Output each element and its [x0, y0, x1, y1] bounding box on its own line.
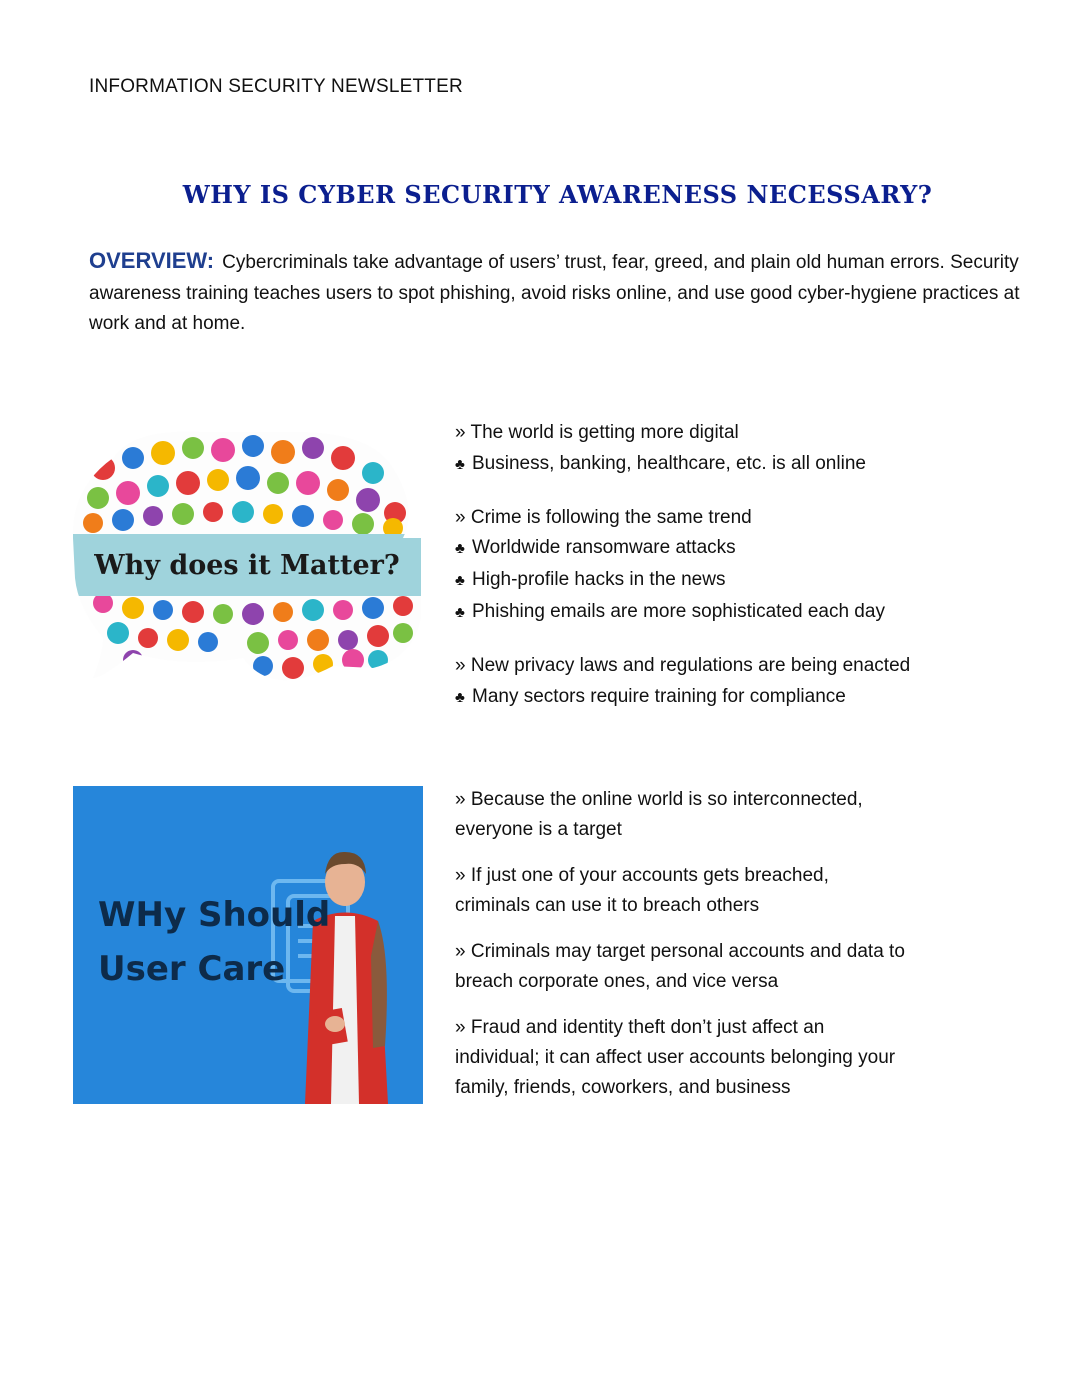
matter-banner-text: Why does it Matter? — [94, 550, 400, 581]
care-text-line2: User Care — [98, 949, 286, 989]
club-icon: ♣ — [455, 455, 465, 473]
list-item: ♣ Business, banking, healthcare, etc. is all online — [455, 449, 925, 481]
why-user-care-list — [455, 785, 925, 1119]
list-group — [455, 418, 925, 481]
why-does-it-matter-image — [73, 428, 421, 702]
list-lead: » The world is getting more digital — [455, 422, 739, 443]
list-item: ♣ Worldwide ransomware attacks — [455, 533, 925, 565]
list-item: » Because the online world is so interconnected, everyone is a target — [455, 789, 863, 840]
list-item: ♣ Many sectors require training for compliance — [455, 682, 925, 714]
why-should-user-care-image — [73, 786, 423, 1104]
club-icon: ♣ — [455, 688, 465, 706]
list-lead: » Crime is following the same trend — [455, 506, 752, 528]
list-item: » Criminals may target personal accounts and data to breach corporate ones, and vice versa — [455, 941, 905, 992]
list-item: » Fraud and identity theft don’t just affect an individual; it can affect user accounts belonging your family, friends, coworkers, and business — [455, 1017, 896, 1098]
newsletter-header: INFORMATION SECURITY NEWSLETTER — [89, 76, 463, 97]
overview-text: Cybercriminals take advantage of users’ trust, fear, greed, and plain old human errors. Security awareness training teaches users to spot phishing, avoid risks online, and use good cyber-hygiene practices at work and at home. — [89, 252, 1020, 334]
club-icon: ♣ — [455, 572, 465, 590]
list-item: ♣ Phishing emails are more sophisticated each day — [455, 597, 925, 629]
club-icon: ♣ — [455, 540, 465, 558]
why-it-matters-list — [455, 418, 925, 735]
care-text-line1: WHy Should — [98, 895, 331, 935]
overview-label: OVERVIEW: — [89, 248, 215, 273]
overview-paragraph — [89, 246, 1034, 340]
club-icon: ♣ — [455, 603, 465, 621]
list-group — [455, 503, 925, 629]
list-group — [455, 651, 925, 714]
list-item: ♣ High-profile hacks in the news — [455, 565, 925, 597]
list-lead: » New privacy laws and regulations are being enacted — [455, 654, 911, 676]
list-item: » If just one of your accounts gets breached, criminals can use it to breach others — [455, 865, 829, 916]
page-title: WHY IS CYBER SECURITY AWARENESS NECESSARY? — [182, 180, 933, 209]
